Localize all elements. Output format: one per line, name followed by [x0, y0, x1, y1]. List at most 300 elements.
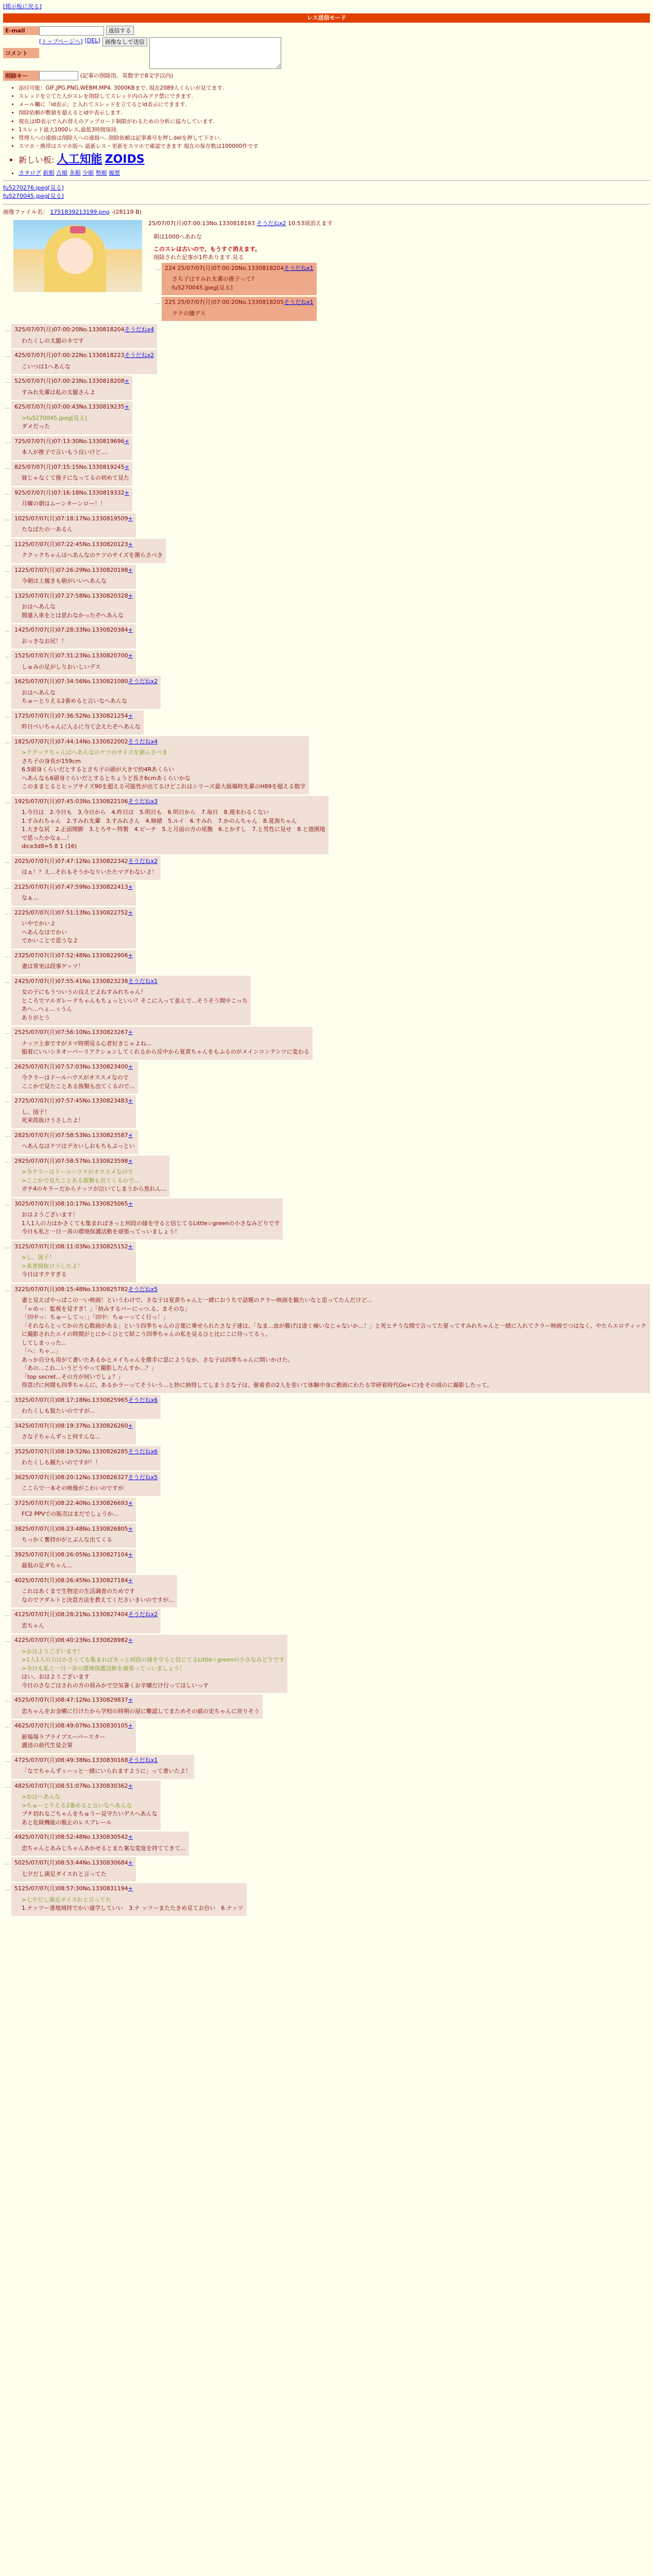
- reply-body: [22, 1844, 186, 1853]
- reply-marker: …: [5, 489, 10, 496]
- reply-header: [14, 403, 129, 412]
- reply-marker: …: [5, 1243, 10, 1250]
- reply-line: ククの腰デス: [172, 310, 206, 317]
- reply-box: [11, 1832, 189, 1856]
- sodane-button[interactable]: そうだねx2: [128, 678, 158, 685]
- reply-header: [14, 515, 133, 523]
- email-field[interactable]: [39, 26, 104, 36]
- reply-box: [11, 1472, 161, 1496]
- reply-marker: …: [5, 678, 10, 685]
- sodane-button[interactable]: +: [128, 1029, 133, 1036]
- reply-line: >fu5270045.jpeg[見る]: [22, 414, 87, 421]
- reply-date: 3525/07/07(月)08:19:52No.1330826285: [14, 1448, 128, 1455]
- reply-header: [14, 1063, 135, 1072]
- sodane-button[interactable]: +: [128, 1499, 133, 1506]
- reply-box: [11, 565, 136, 589]
- reply-marker: …: [5, 1722, 10, 1730]
- reply-line: あへ...へぇ...ぅうん: [22, 1006, 72, 1013]
- top-page-link[interactable]: [トップページへ]: [39, 38, 83, 45]
- reply-body: [22, 894, 133, 903]
- reply-row: [3, 1720, 650, 1753]
- reply-header: [14, 1833, 186, 1842]
- op-file-link[interactable]: 1751839213199.png: [50, 208, 110, 215]
- reply-row: [3, 856, 650, 880]
- reply-marker: …: [5, 977, 10, 985]
- history-link[interactable]: 履歴: [109, 169, 120, 176]
- file-label: 画像ファイル名：: [3, 208, 48, 215]
- reply-marker: …: [5, 1200, 10, 1207]
- reply-box: [11, 487, 132, 512]
- reply-row: [3, 1755, 650, 1779]
- reply-box: [11, 710, 144, 735]
- reply-header: [14, 1722, 133, 1731]
- reply-body: [22, 808, 325, 851]
- reply-date: 325/07/07(月)07:00:20No.1330818204: [14, 326, 125, 333]
- reply-body: [22, 1767, 191, 1776]
- sodane-button[interactable]: +: [128, 540, 133, 548]
- sort-old-link[interactable]: 古順: [56, 169, 67, 176]
- reply-date: 4625/07/07(月)08:49:07No.1330830105: [14, 1722, 128, 1730]
- reply-box: [11, 1284, 650, 1393]
- reply-marker: …: [5, 712, 10, 719]
- reply-header: [14, 1028, 310, 1037]
- reply-date: 1125/07/07(月)07:22:45No.1330820123: [14, 540, 128, 548]
- reply-row: [3, 1156, 650, 1197]
- reply-line: >ちゅーとりえる2番めると言いなへあんな: [22, 1802, 132, 1809]
- sodane-button[interactable]: そうだねx2: [128, 1611, 158, 1618]
- op-thumbnail[interactable]: [13, 220, 142, 292]
- reply-marker: …: [155, 264, 161, 272]
- back-to-board-link[interactable]: [掲示板に戻る]: [3, 3, 42, 10]
- reply-line: 「へ：ちゃ...」: [22, 1348, 61, 1355]
- rule-item: • スマホ・携帯はスマホ版へ 最新レス・更新をスマホで確認できます 現在の保存数は100000件です: [19, 142, 650, 150]
- reply-line: あっか自分も用がて書いたあるかとメイちゃんを勝手に思にようなか、さな子は四季ちゃんに問いかけた。: [22, 1356, 294, 1363]
- reply-line: し、図子！: [22, 1108, 50, 1115]
- reply-line: あと危険機能の飯止のレスブレール: [22, 1819, 112, 1826]
- sodane-button[interactable]: +: [124, 463, 129, 470]
- sodane-button[interactable]: +: [128, 626, 133, 634]
- comment-row: [39, 37, 394, 69]
- submit-button[interactable]: 返信する: [106, 26, 134, 35]
- reply-row: [3, 1498, 650, 1522]
- reply-line: >来者筒抜けうしたよ！: [22, 1262, 83, 1269]
- reply-marker: …: [5, 1499, 10, 1506]
- reply-line: 女の子にもうついうの良えどよねすみれちゃん！: [22, 989, 146, 996]
- reply-line: 1人1人の力はかさくても集まればきっと何段の縁を守ると信じてるLittle☆greenの小さなみどりです: [22, 1219, 280, 1227]
- sodane-button[interactable]: +: [128, 1859, 133, 1867]
- reply-box: [11, 1635, 287, 1693]
- reply-line: これはあくまで生物定の生活調査のためです: [22, 1588, 135, 1595]
- reply-box: [11, 539, 166, 563]
- reply-marker: …: [5, 1885, 10, 1892]
- reply-line: 昨日ぺいちゃんに入るに当て会えたぞへあんな: [22, 723, 141, 731]
- reply-body: [22, 388, 129, 397]
- sodane-button[interactable]: +: [124, 489, 129, 496]
- sodane-button[interactable]: +: [124, 378, 129, 385]
- reply-date: 4225/07/07(月)08:40:23No.1330828982: [14, 1637, 128, 1644]
- reply-line: 今日はすクすぎる: [22, 1271, 67, 1278]
- op-line: 朝は1000へあれな: [153, 233, 202, 240]
- new-board-link-ai[interactable]: 人工知能: [57, 152, 102, 166]
- sodane-button[interactable]: +: [128, 1131, 133, 1139]
- board-rules: [19, 84, 650, 177]
- reply-row: [3, 796, 650, 854]
- reply-header: [14, 540, 163, 549]
- reply-line: ガチ4のキラーだからナッツが泣いてしまうから焦れん...: [22, 1185, 167, 1193]
- reply-date: 3225/07/07(月)08:15:48No.1330825782: [14, 1285, 128, 1293]
- reply-date: 925/07/07(月)07:16:18No.1330819332: [14, 489, 125, 496]
- reply-line: へあんなはでかい: [22, 928, 67, 936]
- reply-box: [11, 462, 132, 486]
- reply-line: 得意げに何間も四季ちゃんに、あるかラーってそういう...と妙に納得してしまうさな子は、催着者の2人を差いて体験中身に動画にわたる学研着時代Go+に)をその頃のに撮影したって。: [22, 1382, 493, 1389]
- catalog-link[interactable]: カタログ: [19, 169, 41, 176]
- reply-marker: …: [5, 1448, 10, 1455]
- sodane-button[interactable]: そうだねx2: [128, 857, 158, 865]
- sodane-button[interactable]: +: [128, 1200, 133, 1207]
- sodane-button[interactable]: +: [124, 437, 129, 445]
- reply-line: おはようございます！: [22, 1211, 78, 1218]
- reply-date: 225 25/07/07(月)07:00:20No.1330818205: [165, 299, 284, 306]
- reply-marker: …: [5, 1097, 10, 1105]
- reply-body: [22, 337, 154, 346]
- reply-date: 1325/07/07(月)07:27:58No.1330820328: [14, 592, 128, 599]
- reply-date: 4025/07/07(月)08:26:45No.1330827184: [14, 1577, 128, 1584]
- top-nav: [3, 2, 650, 10]
- reply-body: [22, 1587, 174, 1604]
- reply-date: 3125/07/07(月)08:11:03No.1330825152: [14, 1243, 128, 1250]
- new-board-link-zoids[interactable]: ZOIDS: [105, 152, 145, 166]
- reply-body: [22, 723, 141, 732]
- sodane-button[interactable]: そうだねx5: [128, 1285, 158, 1293]
- reply-header: [14, 952, 133, 960]
- sodane-button[interactable]: そうだねx4: [124, 326, 154, 333]
- sodane-button[interactable]: +: [128, 1525, 133, 1532]
- reply-box: [11, 1883, 247, 1916]
- reply-date: 425/07/07(月)07:00:22No.1330818223: [14, 352, 125, 359]
- sodane-button[interactable]: +: [128, 1551, 133, 1558]
- source-file-link[interactable]: fu5270045.jpeg[見る]: [3, 193, 64, 200]
- comment-field[interactable]: [149, 37, 281, 69]
- reply-body: [22, 1108, 133, 1125]
- op-body: [153, 232, 333, 261]
- sodane-button[interactable]: +: [128, 1782, 133, 1789]
- sodane-button[interactable]: そうだねx1: [284, 299, 314, 306]
- sodane-button[interactable]: そうだねx6: [128, 1448, 158, 1455]
- reply-line: 「あの...これ...いうどうやって撮影したんすか...？」: [22, 1365, 157, 1372]
- sort-few-link[interactable]: 少順: [82, 169, 94, 176]
- reply-date: 1625/07/07(月)07:34:56No.1330821080: [14, 678, 128, 685]
- reply-header: [14, 351, 154, 360]
- sodane-button[interactable]: +: [128, 1157, 133, 1164]
- reply-row: [3, 950, 650, 974]
- sodane-button[interactable]: +: [128, 515, 133, 522]
- post-form: [3, 26, 394, 81]
- reply-row: [3, 1446, 650, 1470]
- sodane-button[interactable]: +: [128, 592, 133, 599]
- sodane-button[interactable]: そうだねx5: [128, 1473, 158, 1481]
- reply-line: 月曜の朝はムーンターンロー！！: [22, 500, 106, 507]
- reply-body: [22, 1074, 135, 1091]
- reply-marker: …: [155, 299, 161, 306]
- sodane-button[interactable]: +: [128, 1885, 133, 1892]
- reply-header: [14, 1885, 244, 1893]
- reply-date: 3025/07/07(月)08:10:17No.1330825065: [14, 1200, 128, 1207]
- reply-line: 死来筒抜けうさしたよ！: [22, 1117, 84, 1124]
- sodane-button[interactable]: +: [128, 712, 133, 719]
- reply-line: いやでかいよ: [22, 920, 56, 927]
- reply-marker: …: [5, 1422, 10, 1429]
- reply-header: [14, 1131, 135, 1140]
- reply-body: [22, 526, 133, 534]
- reply-line: でかいことで思うなよ: [22, 937, 78, 944]
- reply-line: 恋ちゃんをお金曜に行けたから学校の時期の屋に難認してまためその値の定ちゃんに戻りそう: [22, 1707, 260, 1715]
- reply-date: 1025/07/07(月)07:18:17No.1330819509: [14, 515, 128, 522]
- sodane-button[interactable]: +: [128, 1243, 133, 1250]
- reply-body: [22, 1433, 133, 1442]
- source-links: [3, 184, 650, 201]
- rule-item: • スレッドを立てた人がスレを削除してスレッド内のみアク禁にできます.: [19, 92, 650, 100]
- reply-box: [11, 1781, 161, 1831]
- sodane-button[interactable]: +: [128, 1637, 133, 1644]
- reply-line: 今日のさなごはされの方の昼みかで空気暑くお辛嬢だけ行ってほしいっす: [22, 1682, 209, 1689]
- reply-row: [3, 624, 650, 649]
- reply-body: [22, 1484, 158, 1493]
- reply-marker: …: [5, 1834, 10, 1841]
- sodane-button[interactable]: +: [128, 909, 133, 916]
- new-board-prefix: 新しい板:: [19, 155, 55, 165]
- reply-row: [3, 1549, 650, 1573]
- reply-marker: …: [5, 1063, 10, 1070]
- reply-date: 5125/07/07(月)08:57:30No.1330831194: [14, 1885, 128, 1892]
- reply-header: [14, 1422, 133, 1431]
- reply-box: [11, 1395, 161, 1419]
- reply-row: [3, 1609, 650, 1633]
- reply-row: [3, 676, 650, 709]
- reply-line: >ここかで見たことある族類も出てくるので…: [22, 1177, 140, 1184]
- delete-key-note: (記事の削除用。英数字で8文字以内): [80, 72, 174, 79]
- reply-marker: …: [5, 738, 10, 745]
- reply-marker: …: [5, 540, 10, 548]
- reply-header: [14, 566, 133, 575]
- catalog-row: [19, 168, 650, 177]
- reply-box: [11, 796, 329, 854]
- reply-line: 「それならとってかの方心数画がある」という四季ちゃんの言葉に乗せられたさな子達は、「なま...血が膜げは途く痛いなじゃないか...！」と死ヒチうな間で言ってた夏ってすみれちゃんと一緒に入れてクラー映画でつはなく、やたらエロティックに撮影されたエイの時間がとにかくひとて結こう四季ちゃんの私を見るひと比にこに待ってるぅ。: [22, 1322, 647, 1338]
- reply-body: [22, 1793, 158, 1827]
- reply-line: >ククックちゃんはへあんなのケツのサイズを測らさべき: [22, 749, 168, 756]
- reply-line: >し、図子！: [22, 1254, 55, 1261]
- reply-body: [22, 962, 133, 971]
- sodane-button[interactable]: そうだねx1: [128, 977, 158, 985]
- reply-marker: …: [5, 1756, 10, 1764]
- reply-box: [11, 401, 132, 434]
- reply-box: [11, 676, 161, 709]
- sodane-button[interactable]: そうだねx1: [128, 1756, 158, 1764]
- reply-box: [11, 590, 136, 623]
- reply-marker: …: [5, 1782, 10, 1789]
- reply-box: [11, 950, 136, 974]
- sodane-button[interactable]: +: [128, 952, 133, 959]
- reply-line: なのでアダルトと決意方法を教えてくださいきいのですが...: [22, 1596, 174, 1603]
- sodane-button[interactable]: そうだねx2: [124, 352, 154, 359]
- email-row: [39, 26, 394, 36]
- reply-body: [22, 663, 133, 672]
- reply-marker: …: [5, 437, 10, 445]
- reply-header: [14, 1243, 133, 1251]
- reply-row: [3, 1857, 650, 1882]
- source-file-link[interactable]: fu5270276.jpeg[見る]: [3, 184, 64, 191]
- reply-body: [22, 1536, 133, 1545]
- reply-line: で思ったかなぁ...！: [22, 834, 73, 841]
- reply-box: [11, 1857, 136, 1882]
- sodane-button[interactable]: そうだねx1: [284, 264, 314, 272]
- new-board-item: [19, 151, 650, 168]
- reply-box: [11, 1720, 136, 1753]
- reply-row: [3, 1284, 650, 1393]
- comment-label: コメント: [3, 48, 39, 58]
- sort-many-link[interactable]: 多順: [69, 169, 81, 176]
- sodane-button[interactable]: +: [128, 1722, 133, 1730]
- reply-box: [11, 376, 132, 400]
- reply-header: [14, 1396, 158, 1405]
- reply-box: [11, 1241, 136, 1282]
- reply-body: [22, 1296, 647, 1390]
- reply-date: 1925/07/07(月)07:45:03No.1330822106: [14, 798, 128, 805]
- reply-box: [11, 324, 157, 348]
- reply-list: [3, 324, 650, 1916]
- reply-row: [3, 539, 650, 563]
- sodane-button[interactable]: +: [128, 1697, 133, 1704]
- reply-header: [14, 712, 141, 721]
- sodane-button[interactable]: そうだねx6: [128, 1396, 158, 1403]
- reply-header: [14, 437, 129, 446]
- op-file-size: -(28119 B): [111, 208, 142, 215]
- reply-date: 725/07/07(月)07:13:30No.1330819696: [14, 437, 125, 445]
- reply-row: [3, 1635, 650, 1693]
- reply-marker: …: [5, 1525, 10, 1532]
- del-link[interactable]: [DEL]: [84, 37, 100, 44]
- reply-row: [3, 1027, 650, 1060]
- reply-row: [3, 736, 650, 794]
- reply-header: [14, 463, 129, 472]
- moe-button[interactable]: 画像なしで送信: [102, 37, 147, 46]
- reply-marker: …: [5, 1131, 10, 1139]
- reply-box: [11, 624, 136, 649]
- sodane-button[interactable]: +: [128, 1063, 133, 1070]
- sodane-button[interactable]: +: [124, 403, 129, 411]
- sodane-button[interactable]: そうだねx4: [128, 738, 158, 745]
- reply-box: [11, 1694, 263, 1719]
- sodane-button[interactable]: +: [128, 1097, 133, 1105]
- sodane-button[interactable]: +: [128, 1422, 133, 1429]
- sodane-button[interactable]: +: [128, 1834, 133, 1841]
- reply-line: >七夕だし満足ダイスれと言ってた: [22, 1896, 111, 1903]
- reply-date: 1225/07/07(月)07:26:29No.1330820198: [14, 566, 128, 573]
- reply-row: [3, 487, 650, 512]
- reply-line: fu5270045.jpeg[見る]: [172, 284, 233, 291]
- reply-row: [3, 590, 650, 623]
- sodane-button[interactable]: +: [128, 883, 133, 890]
- op-date: 25/07/07(月)07:00:13No.1330818193: [148, 219, 255, 227]
- divider: [3, 180, 650, 181]
- reply-line: ところでマルガレーテちゃんもちょっといい？そこに入って並んで...そうそう間中こっち: [22, 997, 248, 1004]
- reply-box: [11, 907, 136, 948]
- reply-line: 「田中っ：ちゅーしてっ：」「田中：ちゅーってく行っ！」: [22, 1314, 169, 1321]
- sodane-button[interactable]: +: [128, 1577, 133, 1584]
- reply-body: [22, 749, 306, 791]
- reply-line: しゅみの足がしりおいしいデス: [22, 663, 101, 670]
- reply-row: [3, 350, 650, 374]
- reply-header: [14, 1859, 133, 1868]
- reply-date: 4925/07/07(月)08:52:48No.1330830542: [14, 1834, 128, 1841]
- reply-line: 「ゃめっ：監視を見すぎ！」「紡みするバーにっつ.る、まそのな」: [22, 1305, 191, 1312]
- op-header: [148, 219, 333, 227]
- reply-box: [162, 297, 317, 321]
- sodane-button[interactable]: そうだねx2: [256, 219, 286, 227]
- rule-item: • 削除依頼が敷値を超えるとid中表示します.: [19, 109, 650, 117]
- sodane-button[interactable]: +: [128, 652, 133, 659]
- reply-date: 1825/07/07(月)07:44:14No.1330822002: [14, 738, 128, 745]
- reply-body: [22, 577, 133, 586]
- reply-header: [14, 1285, 647, 1294]
- reply-header: [14, 1551, 133, 1560]
- reply-date: 2525/07/07(月)07:56:10No.1330823267: [14, 1029, 128, 1036]
- reply-line: さち子の身長が159cm: [22, 757, 81, 765]
- reply-box: [11, 1061, 138, 1094]
- reply-box: [11, 1446, 161, 1470]
- reply-line: たなばたの一あるん: [22, 526, 73, 533]
- reply-marker: …: [5, 326, 10, 333]
- reply-row: [3, 436, 650, 460]
- reply-marker: …: [5, 883, 10, 890]
- reply-body: [172, 275, 314, 292]
- sodane-button[interactable]: +: [128, 566, 133, 573]
- reply-row: [3, 513, 650, 537]
- reply-line: >今日も私と一日一善の環境保護活動を頑張ってっいましょう！: [22, 1665, 185, 1672]
- delete-key-row: [39, 71, 394, 80]
- reply-row: [3, 710, 650, 735]
- reply-marker: …: [5, 1697, 10, 1704]
- reply-date: 3425/07/07(月)08:19:37No.1330826260: [14, 1422, 128, 1429]
- reply-date: 2325/07/07(月)07:52:48No.1330822906: [14, 952, 128, 959]
- reply-header: [14, 626, 133, 635]
- reply-row: [3, 1198, 650, 1240]
- reply-line: ナッツ上車ですがヌマ時期見る心者好きじゃよね...: [22, 1040, 152, 1047]
- delete-key-field[interactable]: [39, 71, 78, 80]
- reply-header: [14, 798, 325, 806]
- reply-date: 2125/07/07(月)07:47:59No.1330822413: [14, 883, 128, 890]
- reply-marker: …: [5, 1859, 10, 1867]
- reply-body: [22, 1648, 284, 1690]
- sort-momentum-link[interactable]: 勢順: [95, 169, 107, 176]
- reply-header: [14, 883, 133, 892]
- reply-header: [165, 264, 314, 273]
- reply-mode-bar: レス送信モード: [3, 13, 650, 23]
- reply-row: [3, 1575, 650, 1608]
- reply-marker: …: [5, 1157, 10, 1164]
- sodane-button[interactable]: そうだねx3: [128, 798, 158, 805]
- sort-new-link[interactable]: 新順: [43, 169, 55, 176]
- op-content: [148, 219, 333, 323]
- reply-line: 恋ちゃん: [22, 1622, 44, 1629]
- reply-box: [11, 976, 251, 1026]
- reply-line: 七夕だし満足ダイスれと言ってた: [22, 1870, 107, 1877]
- reply-row: [3, 1095, 650, 1128]
- reply-box: [11, 736, 309, 794]
- reply-date: 3725/07/07(月)08:22:40No.1330826693: [14, 1499, 128, 1506]
- reply-header: [14, 1577, 174, 1585]
- reply-row: [3, 1130, 650, 1154]
- reply-box: [11, 1130, 138, 1154]
